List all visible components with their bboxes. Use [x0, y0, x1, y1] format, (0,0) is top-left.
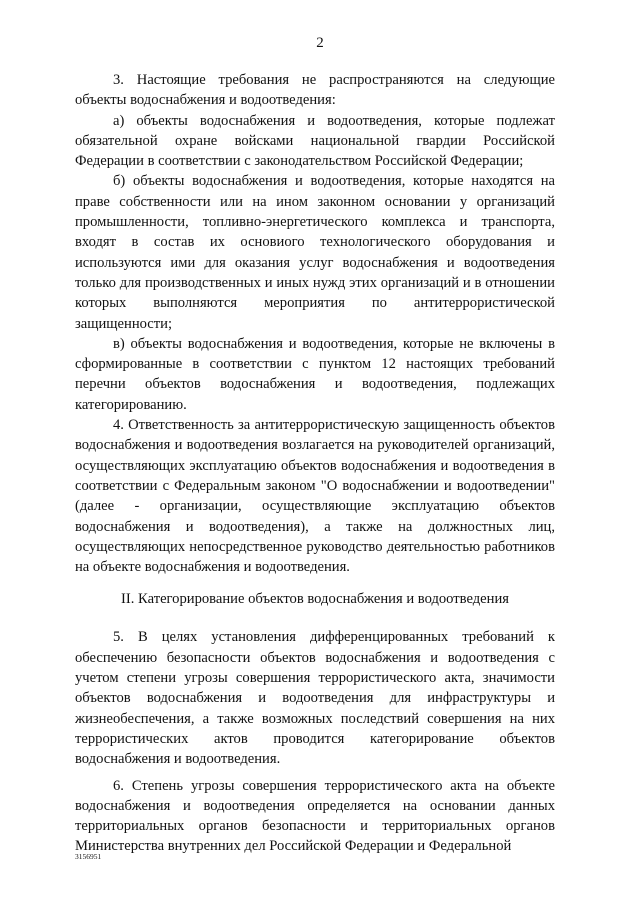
- paragraph-3a: а) объекты водоснабжения и водоотведения, которые подлежат обязательной охране войсками национальной гвардии Российской Федерации в соответствии с законодательством Российской Федерации;: [75, 112, 555, 170]
- paragraph-4: 4. Ответственность за антитеррористическую защищенность объектов водоснабжения и водоотведения возлагается на руководителей организаций, осуществляющих эксплуатацию объектов водоснабжения и водоотведения в соответствии с Федеральным законом "О водоснабжении и водоотведении" (далее - организации, осуществляющие эксплуатацию объектов водоснабжения и водоотведения), а также на должностных лиц, осуществляющих непосредственное руководство деятельностью работников на объекте водоснабжения и водоотведения.: [75, 417, 555, 576]
- document-code: 3156951: [75, 852, 102, 861]
- section-heading: II. Категорирование объектов водоснабжения и водоотведения: [121, 591, 509, 608]
- paragraph-3v: в) объекты водоснабжения и водоотведения, которые не включены в сформированные в соответствии с пунктом 12 настоящих требований перечни объектов водоснабжения и водоотведения, подлежащих категорированию.: [75, 335, 555, 413]
- paragraph-3: 3. Настоящие требования не распространяются на следующие объекты водоснабжения и водоотведения:: [75, 72, 555, 109]
- page-number: 2: [316, 35, 324, 51]
- paragraph-3b: б) объекты водоснабжения и водоотведения, которые находятся на праве собственности или на ином законном основании у организаций промышленности, топливно-энергетического комплекса и транспорта, входят в состав их основиого технологического оборудования и используются ими для оказания услуг водоснабжения и водоотведения только для производственных и иных нужд этих организаций и в отношении которых выполняются мероприятия по антитеррористической защищенности;: [75, 173, 555, 332]
- paragraph-5: 5. В целях установления дифференцированных требований к обеспечению безопасности объектов водоснабжения и водоотведения с учетом степени угрозы совершения террористического акта, значимости объектов водоснабжения и водоотведения для инфраструктуры и жизнеобеспечения, а также возможных последствий совершения на них террористических актов проводится категорирование объектов водоснабжения и водоотведения.: [75, 629, 555, 768]
- document-body: [75, 70, 555, 857]
- paragraph-6: 6. Степень угрозы совершения террористического акта на объекте водоснабжения и водоотведения определяется на основании данных территориальных органов безопасности и территориальных органов Министерства внутренних дел Российской Федерации и Федеральной: [75, 777, 555, 855]
